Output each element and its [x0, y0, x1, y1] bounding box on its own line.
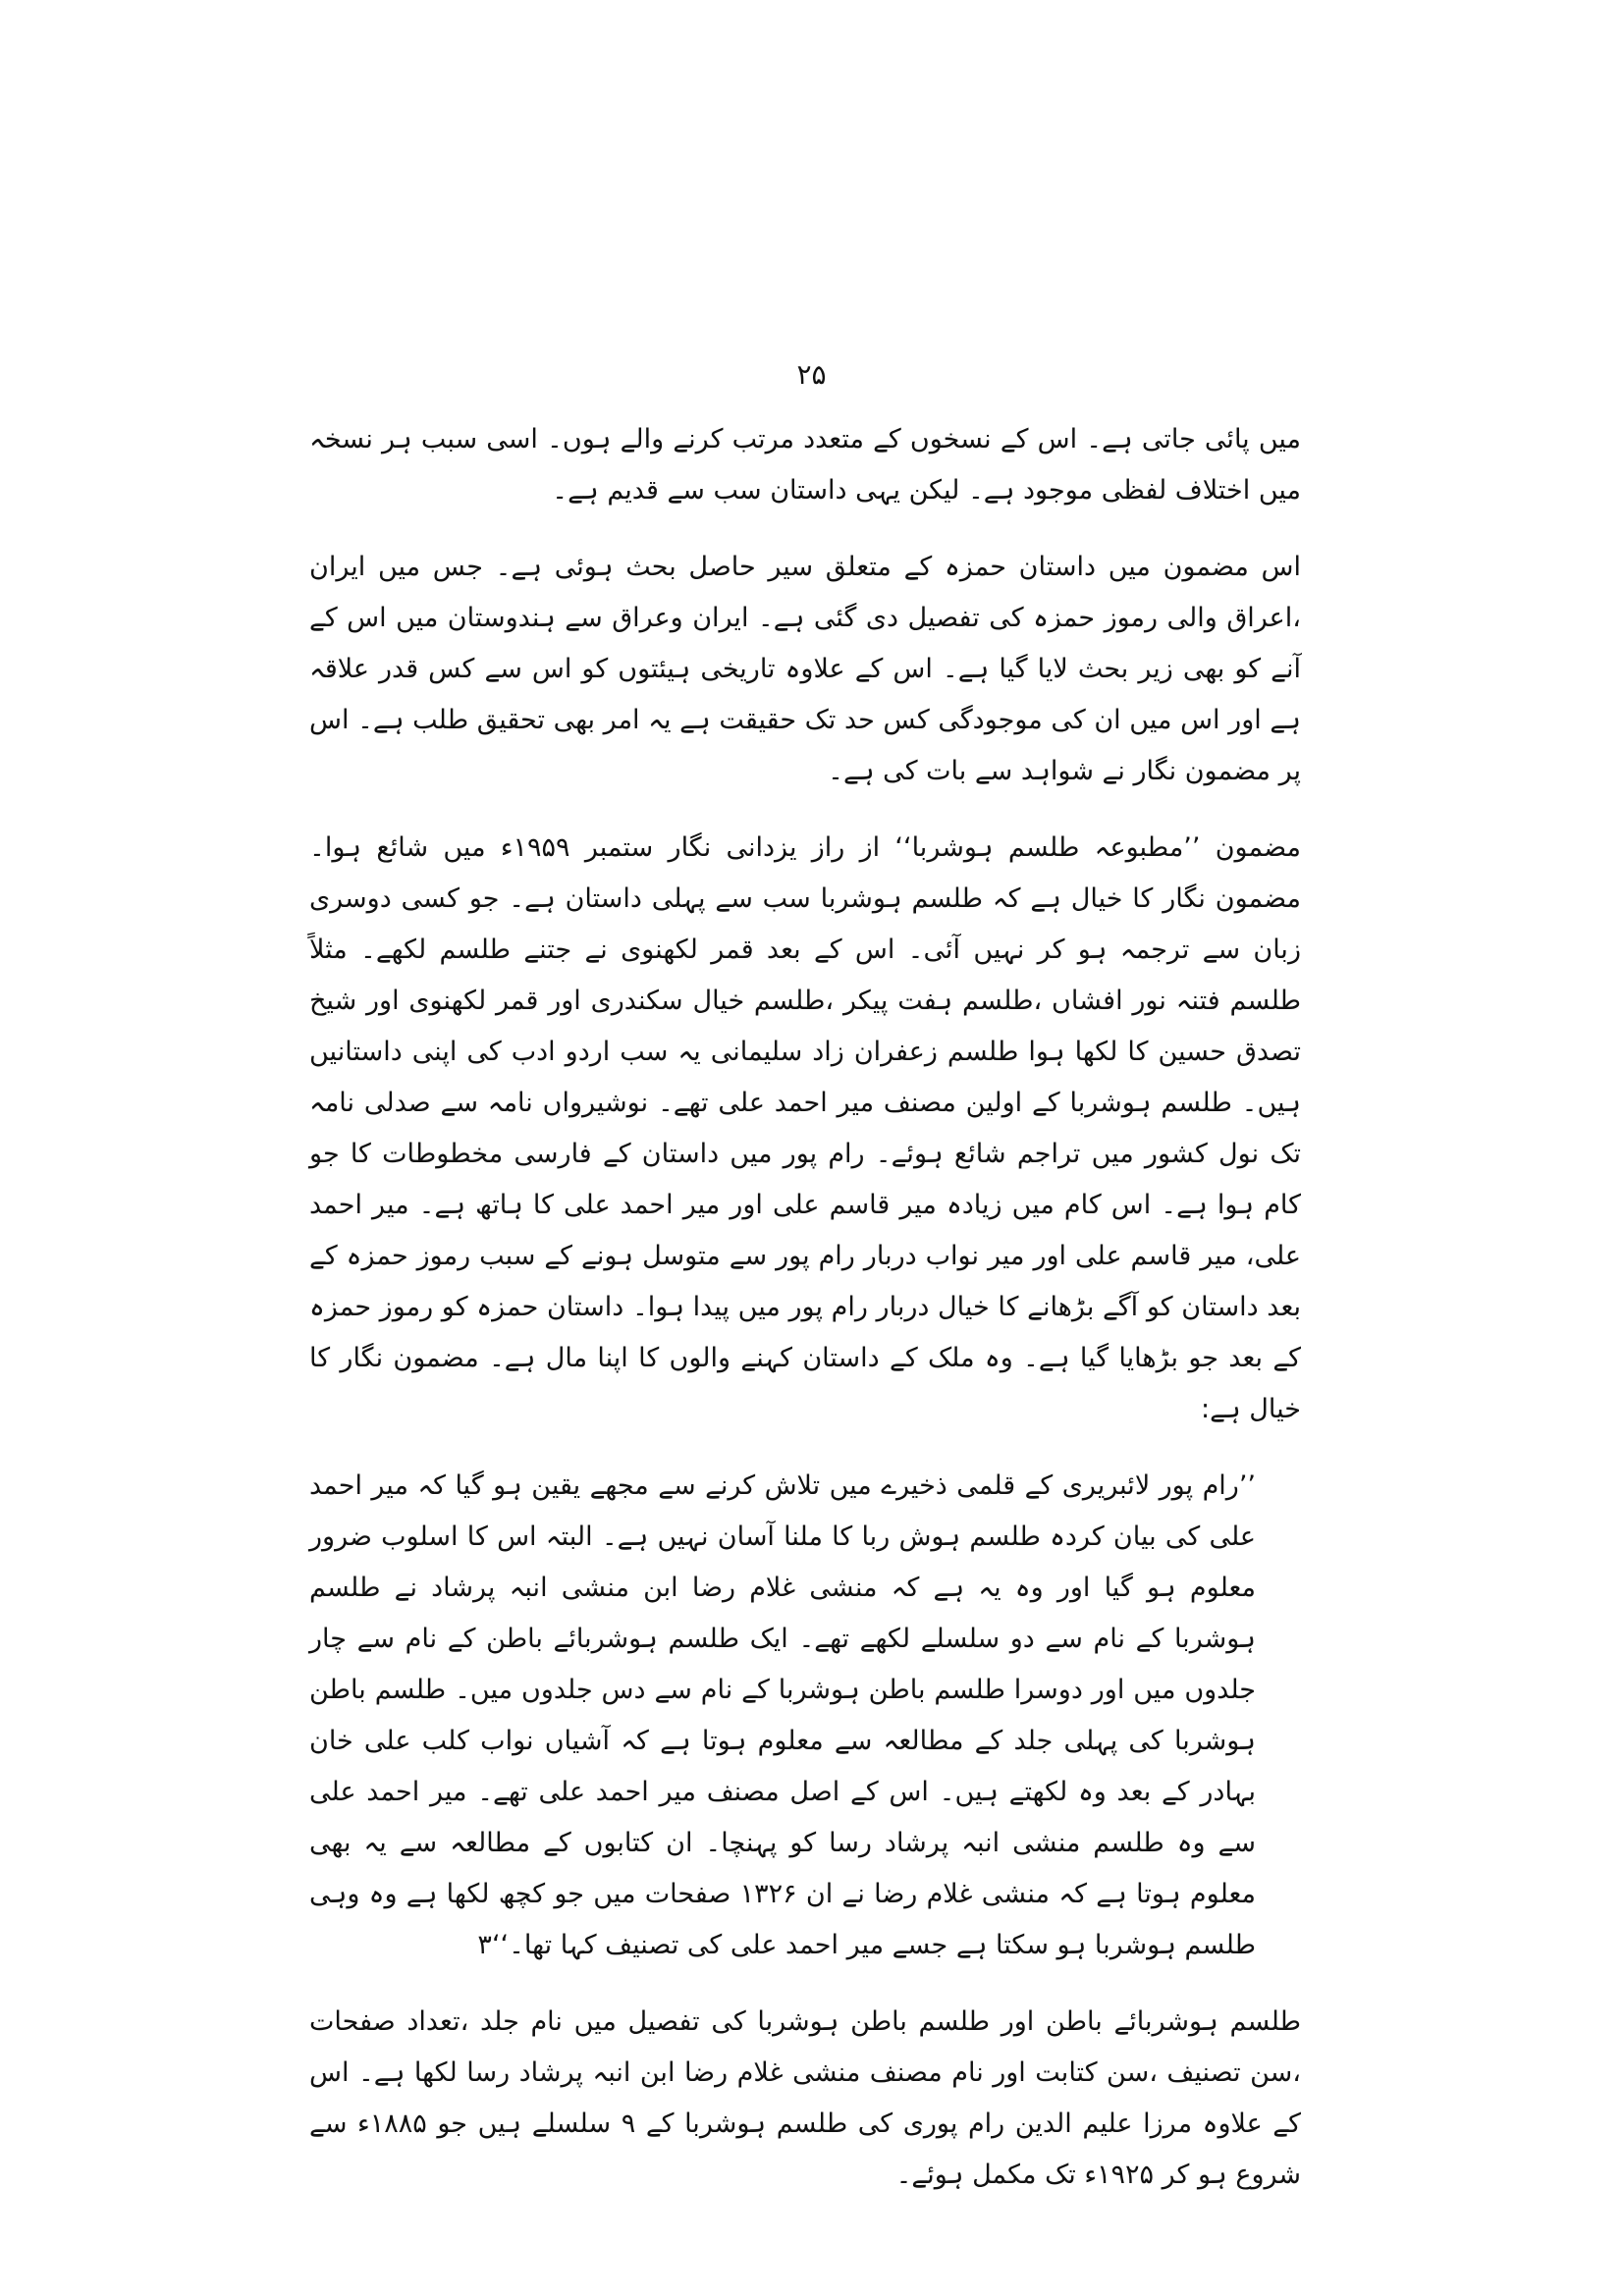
- closing-paragraph: طلسم ہوشربائے باطن اور طلسم باطن ہوشربا کی تفصیل میں نام جلد ،تعداد صفحات ،سن تصنیف ،سن کتابت اور نام مصنف منشی غلام رضا ابن انبہ پرشاد رسا لکھا ہے۔ اس کے علاوہ مرزا علیم الدین رام پوری کی طلسم ہوشربا کے ۹ سلسلے ہیں جو ۱۸۸۵ء سے شروع ہو کر ۱۹۲۵ء تک مکمل ہوئے۔: [309, 2006, 1301, 2190]
- block-quote: ’’رام پور لائبریری کے قلمی ذخیرے میں تلاش کرنے سے مجھے یقین ہو گیا کہ میر احمد علی کی بیان کردہ طلسم ہوش ربا کا ملنا آسان نہیں ہے۔ البتہ اس کا اسلوب ضرور معلوم ہو گیا اور وہ یہ ہے کہ منشی غلام رضا ابن منشی انبہ پرشاد نے طلسم ہوشربا کے نام سے دو سلسلے لکھے تھے۔ ایک طلسم ہوشربائے باطن کے نام سے چار جلدوں میں اور دوسرا طلسم باطن ہوشربا کے نام سے دس جلدوں میں۔ طلسم باطن ہوشربا کی پہلی جلد کے مطالعہ سے معلوم ہوتا ہے کہ آشیاں نواب کلب علی خان بہادر کے بعد وہ لکھتے ہیں۔ اس کے اصل مصنف میر احمد علی تھے۔ میر احمد علی سے وہ طلسم منشی انبہ پرشاد رسا کو پہنچا۔ ان کتابوں کے مطالعہ سے یہ بھی معلوم ہوتا ہے کہ منشی غلام رضا نے ان ۱۳۲۶ صفحات میں جو کچھ لکھا ہے وہ وہی طلسم ہوشربا ہو سکتا ہے جسے میر احمد علی کی تصنیف کہا تھا۔‘‘۳: [309, 1470, 1256, 1960]
- body-text: [309, 414, 1301, 2201]
- paragraph-2: اس مضمون میں داستان حمزہ کے متعلق سیر حاصل بحث ہوئی ہے۔ جس میں ایران ،اعراق والی رموز حمزہ کی تفصیل دی گئی ہے۔ ایران وعراق سے ہندوستان میں اس کے آنے کو بھی زیر بحث لایا گیا ہے۔ اس کے علاوہ تاریخی ہیئتوں کو اس سے کس قدر علاقہ ہے اور اس میں ان کی موجودگی کس حد تک حقیقت ہے یہ امر بھی تحقیق طلب ہے۔ اس پر مضمون نگار نے شواہد سے بات کی ہے۔: [309, 552, 1301, 786]
- page-number: ۲۵: [796, 358, 827, 391]
- paragraph-1: میں پائی جاتی ہے۔ اس کے نسخوں کے متعدد مرتب کرنے والے ہوں۔ اسی سبب ہر نسخہ میں اختلاف لفظی موجود ہے۔ لیکن یہی داستان سب سے قدیم ہے۔: [309, 424, 1301, 506]
- paragraph-3: مضمون ’’مطبوعہ طلسم ہوشربا‘‘ از راز یزدانی نگار ستمبر ۱۹۵۹ء میں شائع ہوا۔ مضمون نگار کا خیال ہے کہ طلسم ہوشربا سب سے پہلی داستان ہے۔ جو کسی دوسری زبان سے ترجمہ ہو کر نہیں آئی۔ اس کے بعد قمر لکھنوی نے جتنے طلسم لکھے۔ مثلاً طلسم فتنہ نور افشاں ،طلسم ہفت پیکر ،طلسم خیال سکندری اور قمر لکھنوی اور شیخ تصدق حسین کا لکھا ہوا طلسم زعفران زاد سلیمانی یہ سب اردو ادب کی اپنی داستانیں ہیں۔ طلسم ہوشربا کے اولین مصنف میر احمد علی تھے۔ نوشیرواں نامہ سے صدلی نامہ تک نول کشور میں تراجم شائع ہوئے۔ رام پور میں داستان کے فارسی مخطوطات کا جو کام ہوا ہے۔ اس کام میں زیادہ میر قاسم علی اور میر احمد علی کا ہاتھ ہے۔ میر احمد علی، میر قاسم علی اور میر نواب دربار رام پور سے متوسل ہونے کے سبب رموز حمزہ کے بعد داستان کو آگے بڑھانے کا خیال دربار رام پور میں پیدا ہوا۔ داستان حمزہ کو رموز حمزہ کے بعد جو بڑھایا گیا ہے۔ وہ ملک کے داستان کہنے والوں کا اپنا مال ہے۔ مضمون نگار کا خیال ہے:: [309, 832, 1301, 1424]
